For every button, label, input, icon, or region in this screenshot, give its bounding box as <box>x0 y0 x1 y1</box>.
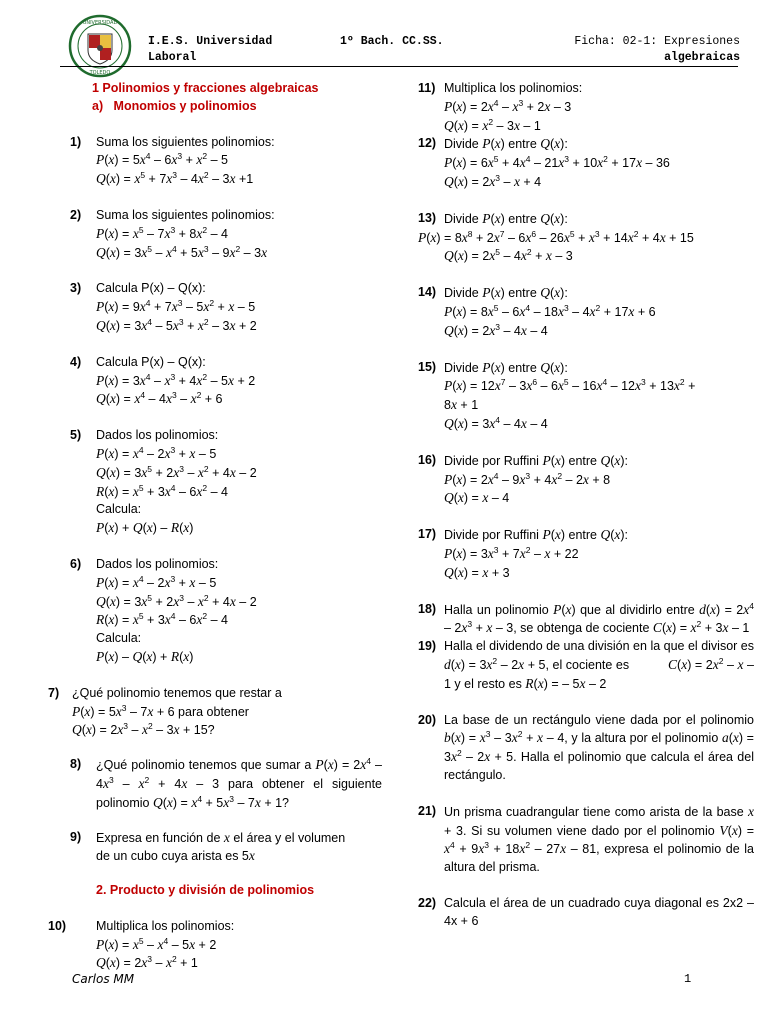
header-rule <box>60 66 738 67</box>
svg-text:UNIVERSIDAD: UNIVERSIDAD <box>82 20 118 26</box>
right-column <box>418 80 754 930</box>
sheet-title: Ficha: 02-1: Expresiones algebraicas <box>574 35 740 64</box>
school-seal-icon <box>68 14 132 78</box>
footer-author: Carlos MM <box>72 972 135 986</box>
left-column <box>48 80 382 973</box>
section-1-title: 1 Polinomios y fracciones algebraicas <box>92 81 319 95</box>
exercise-3: 3) Calcula P(x) – Q(x): $P(x) = 9x^4 + 7x^3 - 5x^2 + x - 5$ $Q(x) = 3x^4 - 5x^3 + x^2 - 3x + 2$ <box>70 281 257 333</box>
exercise-4: 4) Calcula P(x) – Q(x): $P(x) = 3x^4 - x^3 + 4x^2 - 5x + 2$ $Q(x) = x^4 - 4x^3 - x^2 + 6$ <box>70 354 256 407</box>
exercise-13: 13) Divide P(x) entre Q(x): $P(x) = 8x^8 + 2x^7 - 6x^6 - 26x^5 + x^3 + 14x^2 + 4x + 15$ $Q(x) = 2x^5 - 4x^2 + x - 3$ <box>418 210 694 264</box>
exercise-20: 20) La base de un rectángulo viene dada por el polinomio $b(x) = x^3 - 3x^2 + x - 4$, y la altura por el polinomio $a(x) = 3x^2 - 2x + 5$. Halla el polinomio que calcula el área del rectángulo. <box>418 712 754 782</box>
svg-text:TOLEDO: TOLEDO <box>89 70 111 76</box>
page-number: 1 <box>684 972 692 986</box>
exercise-22: 22) Calcula el área de un cuadrado cuya diagonal es 2x2 – 4x + 6 <box>418 895 754 928</box>
course-name: 1º Bach. CC.SS. <box>340 35 444 48</box>
exercise-1: 1) Suma los siguientes polinomios: $P(x) = 5x^4 - 6x^3 + x^2 - 5$ $Q(x) = x^5 + 7x^3 - 4x^2 - 3x +1$ <box>70 134 275 187</box>
exercise-18: 18) Halla un polinomio P(x) que al dividirlo entre $d(x) = 2x^4 - 2x^3 + x - 3$, se obtenga de cociente $C(x) = x^2 + 3x - 1$ <box>418 600 754 636</box>
exercise-9: 9) Expresa en función de x el área y el volumen de un cubo cuya arista es 5x <box>70 829 346 864</box>
exercise-2: 2) Suma los siguientes polinomios: $P(x) = x^5 - 7x^3 + 8x^2 - 4$ $Q(x) = 3x^5 - x^4 + 5x^3 - 9x^2 - 3x$ <box>70 207 275 260</box>
exercise-16: 16) Divide por Ruffini P(x) entre Q(x): $P(x) = 2x^4 - 9x^3 + 4x^2 - 2x + 8$ Q(x) = x – 4 <box>418 452 629 506</box>
exercise-15: 15) Divide P(x) entre Q(x): $P(x) = 12x^7 - 3x^6 - 6x^5 - 16x^4 - 12x^3 + 13x^2$ + 8x + 1 $Q(x) = 3x^4 - 4x - 4$ <box>418 359 696 431</box>
exercise-19: 19) Halla el dividendo de una división en la que el divisor es $d(x) = 3x^2 - 2x + 5$, el cociente es $C(x) = 2x^2 - x - 1$ y el resto es R(x) = – 5x – 2 <box>418 639 754 691</box>
exercise-14: 14) Divide P(x) entre Q(x): $P(x) = 8x^5 - 6x^4 - 18x^3 - 4x^2 + 17x + 6$ $Q(x) = 2x^3 - 4x - 4$ <box>418 285 656 338</box>
exercise-6: 6) Dados los polinomios: $P(x) = x^4 - 2x^3 + x - 5$ $Q(x) = 3x^5 + 2x^3 - x^2 + 4x - 2$ $R(x) = x^5 + 3x^4 - 6x^2 - 4$ Calcula: P(x) – Q(x) + R(x) <box>70 556 257 664</box>
section-1a-title: a) Monomios y polinomios <box>92 98 257 113</box>
page-header <box>60 14 740 76</box>
section-2-title: 2. Producto y división de polinomios <box>96 883 315 898</box>
exercise-8: 8) ¿Qué polinomio tenemos que sumar a $P(x) = 2x^4 - 4x^3 - x^2 + 4x - 3$ para obtener el siguiente polinomio $Q(x) = x^4 + 5x^3 - 7x + 1$? <box>70 756 382 810</box>
exercise-11: 11) Multiplica los polinomios: $P(x) = 2x^4 - x^3 + 2x - 3$ $Q(x) = x^2 - 3x - 1$ <box>418 81 583 133</box>
school-name: I.E.S. Universidad Laboral <box>148 35 273 64</box>
exercise-7: 7) ¿Qué polinomio tenemos que restar a $P(x) = 5x^3 - 7x + 6$ para obtener $Q(x) = 2x^3 - x^2 - 3x + 15$? <box>48 685 282 738</box>
exercise-12: 12) Divide P(x) entre Q(x): $P(x) = 6x^5 + 4x^4 - 21x^3 + 10x^2 + 17x - 36$ $Q(x) = 2x^3 - x + 4$ <box>418 136 670 189</box>
exercise-10: 10) Multiplica los polinomios: $P(x) = x^5 - x^4 - 5x + 2$ $Q(x) = 2x^3 - x^2 + 1$ <box>48 918 235 971</box>
exercise-21: 21) Un prisma cuadrangular tiene como arista de la base x + 3. Si su volumen viene dado por el polinomio $V(x) = x^4 + 9x^3 + 18x^2 - 27x - 81$, expresa el polinomio de la altura del prisma. <box>418 803 755 875</box>
exercise-5: 5) Dados los polinomios: $P(x) = x^4 - 2x^3 + x - 5$ $Q(x) = 3x^5 + 2x^3 - x^2 + 4x - 2$ $R(x) = x^5 + 3x^4 - 6x^2 - 4$ Calcula: P(x) + Q(x) – R(x) <box>70 428 257 536</box>
exercise-17: 17) Divide por Ruffini P(x) entre Q(x): $P(x) = 3x^3 + 7x^2 - x + 22$ Q(x) = x + 3 <box>418 527 629 580</box>
